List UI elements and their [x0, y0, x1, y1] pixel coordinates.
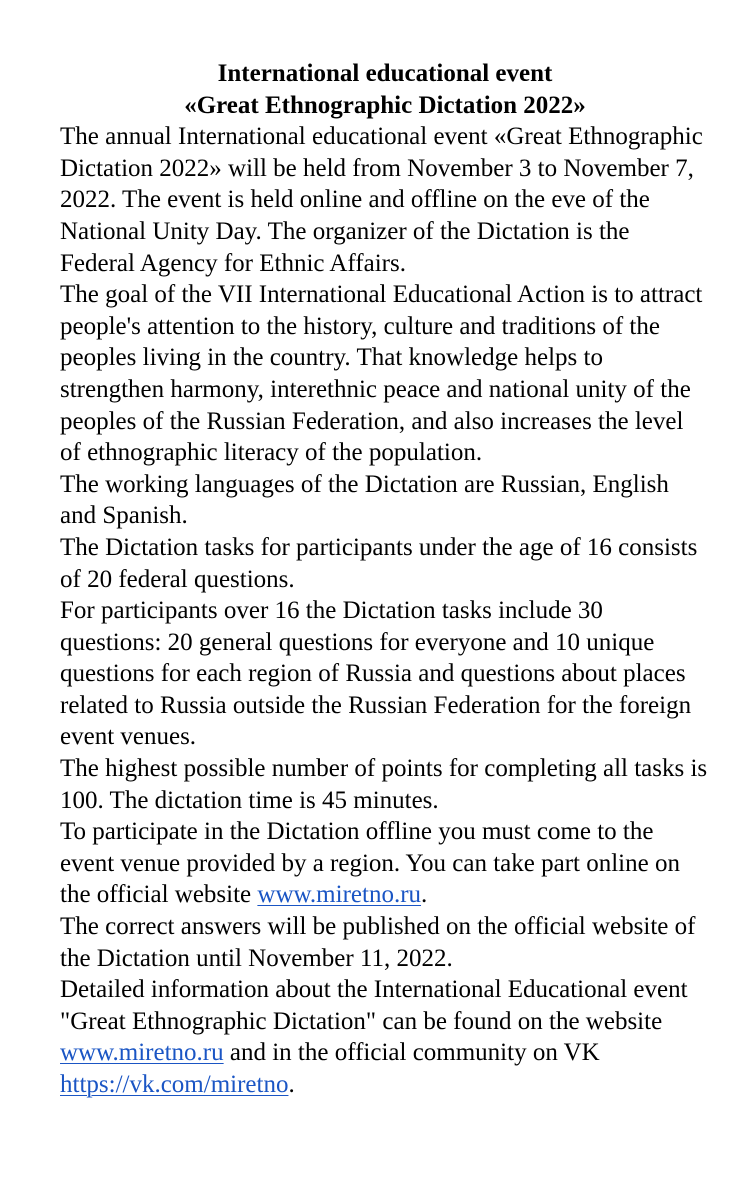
paragraph-answers: The correct answers will be published on the official website of the Dictation until November 11, 2022.: [60, 913, 696, 972]
vk-community-link[interactable]: https://vk.com/miretno: [60, 1071, 289, 1098]
paragraph-event-dates: The annual International educational event «Great Ethnographic Dictation 2022» will be held from November 3 to November 7, 2022. The event is held online and offline on the eve of the National Unity Day. The organizer of the Dictation is the Federal Agency for Ethnic Affairs.: [60, 123, 703, 277]
paragraph-points-time: The highest possible number of points for completing all tasks is 100. The dictation time is 45 minutes.: [60, 755, 708, 814]
details-end: .: [288, 1071, 295, 1098]
participation-text: To participate in the Dictation offline you must come to the event venue provided by a region. You can take part online on the official website: [60, 818, 680, 909]
document: [60, 58, 710, 1101]
paragraph-goal: The goal of the VII International Educational Action is to attract people's attention to the history, culture and traditions of the peoples living in the country. That knowledge helps to strengthen harmony, interethnic peace and national unity of the peoples of the Russian Federation, and also increases the level of ethnographic literacy of the population.: [60, 281, 703, 467]
paragraph-over-16-tasks: For participants over 16 the Dictation tasks include 30 questions: 20 general questions for everyone and 10 unique questions for each region of Russia and questions about places related to Russia outside the Russian Federation for the foreign event venues.: [60, 597, 692, 751]
paragraph-languages: The working languages of the Dictation are Russian, English and Spanish.: [60, 470, 669, 530]
title-line-1: International educational event: [217, 60, 553, 87]
details-middle: and in the official community on VK: [223, 1039, 600, 1067]
paragraph-participation: [60, 816, 710, 911]
title-line-2: «Great Ethnographic Dictation 2022»: [184, 91, 586, 119]
participation-end: .: [421, 881, 428, 909]
document-title: [60, 58, 710, 121]
miretno-link[interactable]: www.miretno.ru: [257, 881, 422, 909]
paragraph-details: [60, 974, 710, 1100]
miretno-website-link[interactable]: www.miretno.ru: [60, 1039, 224, 1067]
details-text: Detailed information about the International Educational event "Great Ethnographic Dictation" can be found on the website: [60, 976, 688, 1035]
paragraph-under-16-tasks: The Dictation tasks for participants under the age of 16 consists of 20 federal questions.: [60, 533, 698, 593]
